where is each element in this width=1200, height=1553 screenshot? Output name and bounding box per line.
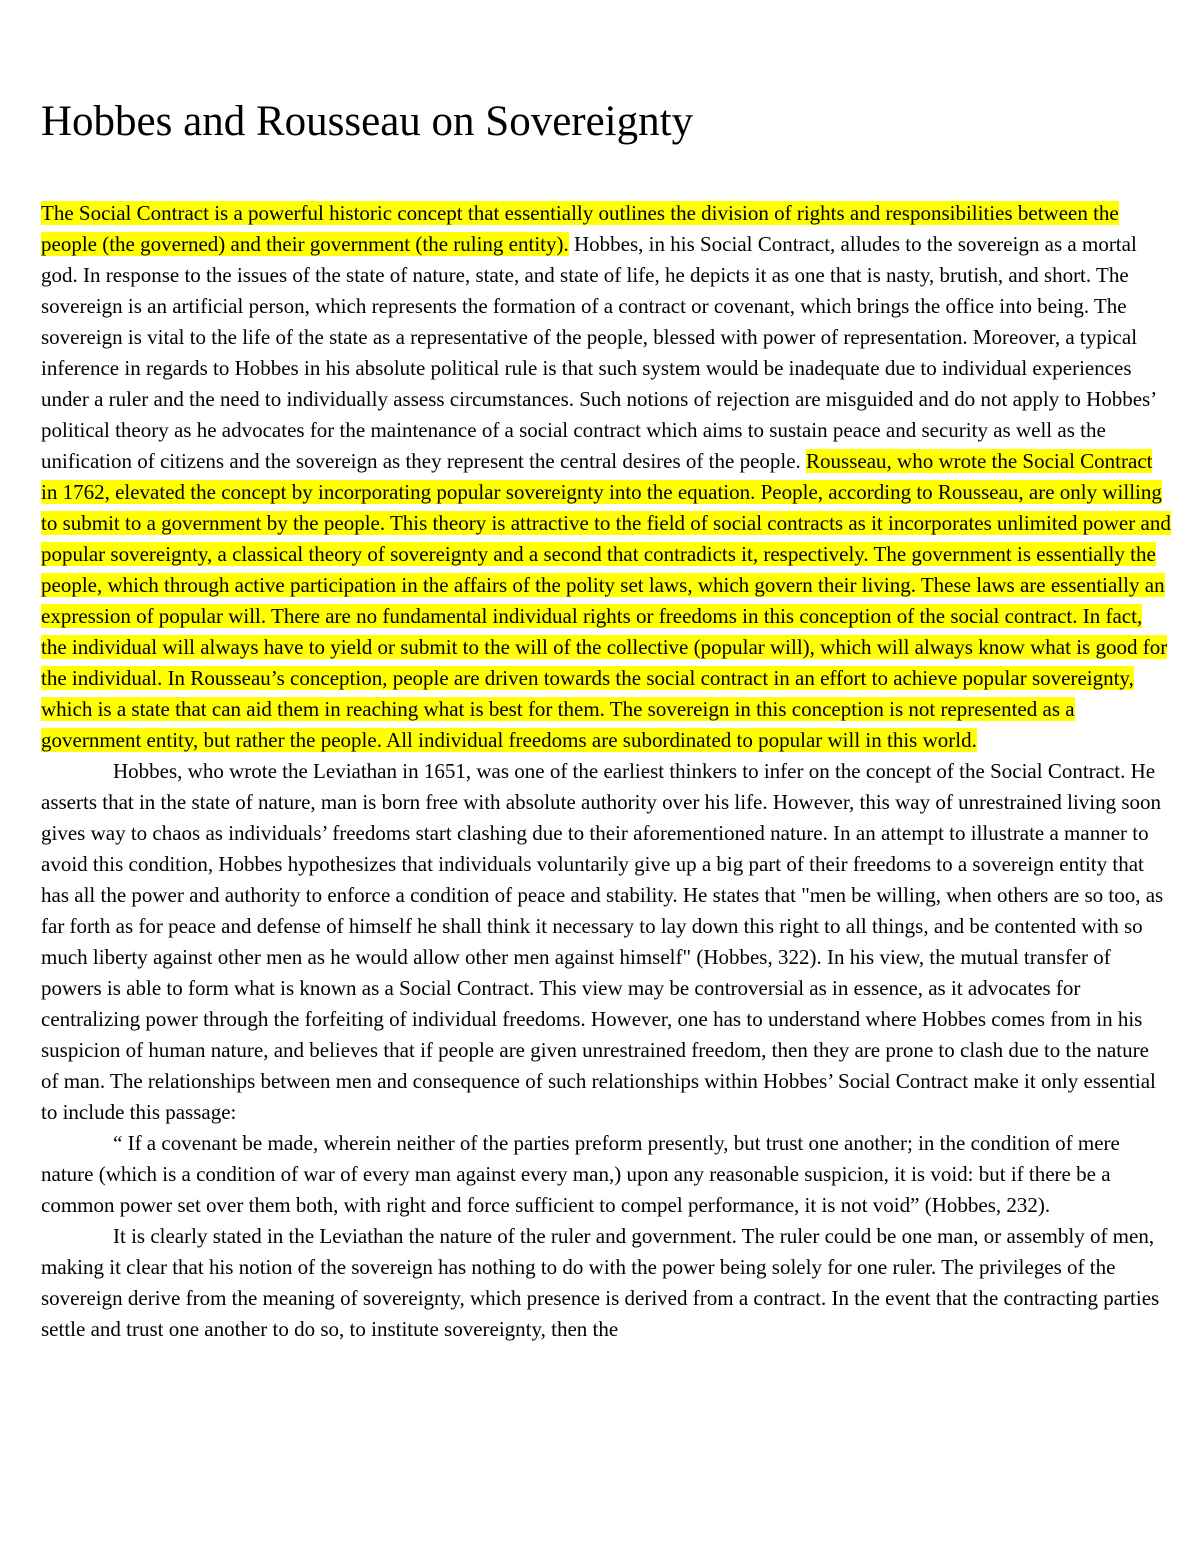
paragraph-block-quote: [41, 1128, 1171, 1221]
paragraph-intro: [41, 198, 1171, 756]
document-title: Hobbes and Rousseau on Sovereignty: [41, 98, 694, 145]
paragraph-ruler-nature: [41, 1221, 1171, 1345]
document-body: [41, 198, 1171, 1345]
plain-text: Hobbes, in his Social Contract, alludes to the sovereign as a mortal god. In response to the issues of the state of nature, state, and state of life, he depicts it as one that is nasty, brutish, and short. The sovereign is an artificial person, which represents the formation of a contract or covenant, which brings the office into being. The sovereign is vital to the life of the state as a representative of the people, blessed with power of representation. Moreover, a typical inference in regards to Hobbes in his absolute political rule is that such system would be inadequate due to individual experiences under a ruler and the need to individually assess circumstances. Such notions of rejection are misguided and do not apply to Hobbes’ political theory as he advocates for the maintenance of a social contract which aims to sustain peace and security as well as the unification of citizens and the sovereign as they represent the central desires of the people.: [41, 232, 1156, 473]
plain-text: It is clearly stated in the Leviathan the nature of the ruler and government. The ruler could be one man, or assembly of men, making it clear that his notion of the sovereign has nothing to do with the power being solely for one ruler. The privileges of the sovereign derive from the meaning of sovereignty, which presence is derived from a contract. In the event that the contracting parties settle and trust one another to do so, to institute sovereignty, then the: [41, 1224, 1160, 1341]
plain-text: “ If a covenant be made, wherein neither of the parties preform presently, but trust one another; in the condition of mere nature (which is a condition of war of every man against every man,) upon any reasonable suspicion, it is void: but if there be a common power set over them both, with right and force sufficient to compel performance, it is not void” (Hobbes, 232).: [41, 1131, 1120, 1217]
plain-text: Hobbes, who wrote the Leviathan in 1651, was one of the earliest thinkers to infer on the concept of the Social Contract. He asserts that in the state of nature, man is born free with absolute authority over his life. However, this way of unrestrained living soon gives way to chaos as individuals’ freedoms start clashing due to their aforementioned nature. In an attempt to illustrate a manner to avoid this condition, Hobbes hypothesizes that individuals voluntarily give up a big part of their freedoms to a sovereign entity that has all the power and authority to enforce a condition of peace and stability. He states that "men be willing, when others are so too, as far forth as for peace and defense of himself he shall think it necessary to lay down this right to all things, and be contented with so much liberty against other men as he would allow other men against himself" (Hobbes, 322). In his view, the mutual transfer of powers is able to form what is known as a Social Contract. This view may be controversial as in essence, as it advocates for centralizing power through the forfeiting of individual freedoms. However, one has to understand where Hobbes comes from in his suspicion of human nature, and believes that if people are given unrestrained freedom, then they are prone to clash due to the nature of man. The relationships between men and consequence of such relationships within Hobbes’ Social Contract make it only essential to include this passage:: [41, 759, 1164, 1124]
paragraph-hobbes-leviathan: [41, 756, 1171, 1128]
highlighted-text: Rousseau, who wrote the Social Contract in 1762, elevated the concept by incorporating popular sovereignty into the equation. People, according to Rousseau, are only willing to submit to a government by the people. This theory is attractive to the field of social contracts as it incorporates unlimited power and popular sovereignty, a classical theory of sovereignty and a second that contradicts it, respectively. The government is essentially the people, which through active participation in the affairs of the polity set laws, which govern their living. These laws are essentially an expression of popular will. There are no fundamental individual rights or freedoms in this conception of the social contract. In fact, the individual will always have to yield or submit to the will of the collective (popular will), which will always know what is good for the individual. In Rousseau’s conception, people are driven towards the social contract in an effort to achieve popular sovereignty, which is a state that can aid them in reaching what is best for them. The sovereign in this conception is not represented as a government entity, but rather the people. All individual freedoms are subordinated to popular will in this world.: [41, 449, 1171, 752]
highlighted-text: The Social Contract is a powerful historic concept that essentially outlines the division of rights and responsibilities between the people (the governed) and their government (the ruling entity).: [41, 201, 1119, 256]
